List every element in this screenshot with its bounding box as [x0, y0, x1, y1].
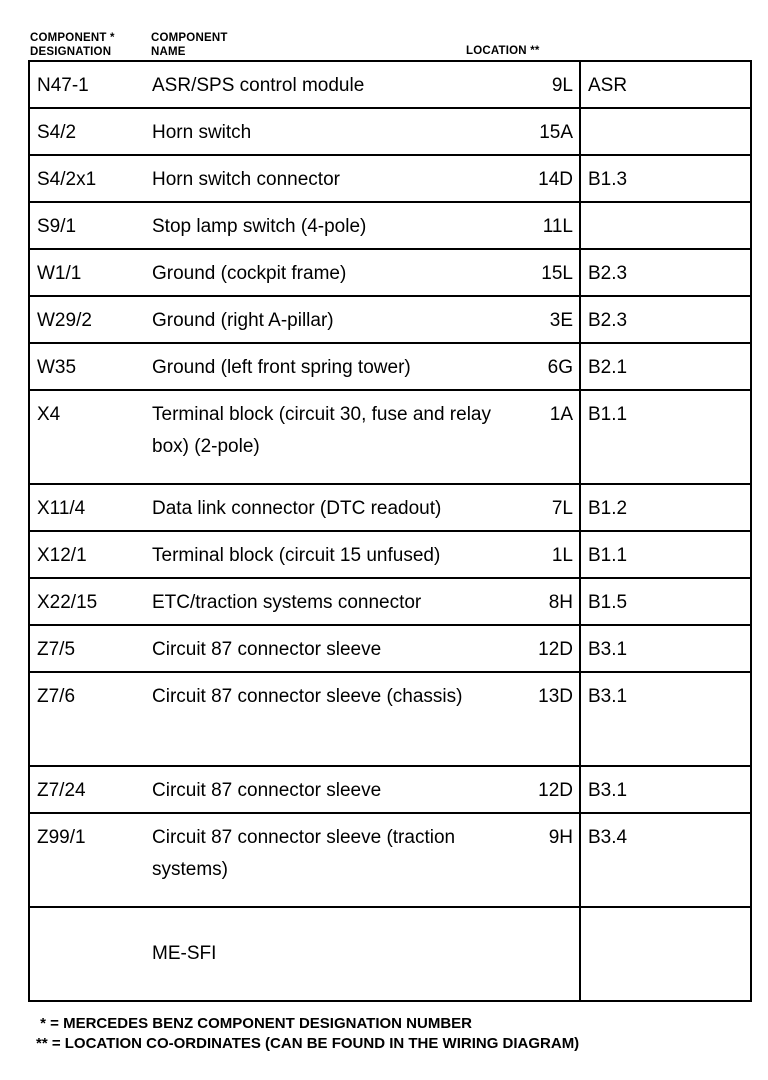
component-location: 14D [504, 155, 580, 202]
component-reference [580, 202, 751, 249]
component-location: 9L [504, 61, 580, 108]
component-location: 11L [504, 202, 580, 249]
component-designation: X11/4 [29, 484, 144, 531]
component-reference: B1.1 [580, 531, 751, 578]
component-name: Ground (right A-pillar) [144, 296, 504, 343]
component-location: 1A [504, 390, 580, 484]
component-reference: B1.3 [580, 155, 751, 202]
table-row [29, 766, 751, 813]
component-location: 7L [504, 484, 580, 531]
table-row [29, 907, 751, 1001]
table-row [29, 296, 751, 343]
component-location: 9H [504, 813, 580, 907]
component-name: ME-SFI [152, 943, 217, 964]
component-location [504, 907, 580, 1001]
table-row [29, 625, 751, 672]
footnote-location: ** = LOCATION CO-ORDINATES (CAN BE FOUND IN THE WIRING DIAGRAM) [36, 1035, 580, 1052]
component-location: 15A [504, 108, 580, 155]
table-row [29, 813, 751, 907]
table-row [29, 484, 751, 531]
component-reference: B2.1 [580, 343, 751, 390]
component-designation: S9/1 [29, 202, 144, 249]
component-name: Ground (cockpit frame) [144, 249, 504, 296]
component-designation: W29/2 [29, 296, 144, 343]
component-reference: B1.1 [580, 390, 751, 484]
table-row [29, 390, 751, 484]
name-column-header: COMPONENT NAME [151, 32, 228, 58]
component-name: Circuit 87 connector sleeve [144, 766, 504, 813]
component-designation: N47-1 [29, 61, 144, 108]
component-name: Ground (left front spring tower) [144, 343, 504, 390]
table-row [29, 61, 751, 108]
component-designation: Z7/24 [29, 766, 144, 813]
component-reference: B3.1 [580, 625, 751, 672]
component-designation: X12/1 [29, 531, 144, 578]
component-name: Terminal block (circuit 30, fuse and relay box) (2-pole) [144, 390, 504, 484]
table-row [29, 578, 751, 625]
component-reference: B3.4 [580, 813, 751, 907]
component-reference [580, 907, 751, 1001]
table-row [29, 249, 751, 296]
component-location: 6G [504, 343, 580, 390]
table-row [29, 531, 751, 578]
component-name: Horn switch connector [144, 155, 504, 202]
component-reference: B3.1 [580, 672, 751, 766]
component-designation: Z7/6 [29, 672, 144, 766]
component-name: Terminal block (circuit 15 unfused) [144, 531, 504, 578]
designation-column-header: COMPONENT * DESIGNATION [30, 32, 115, 58]
component-reference [580, 108, 751, 155]
component-reference: ASR [580, 61, 751, 108]
component-location: 1L [504, 531, 580, 578]
component-designation: X4 [29, 390, 144, 484]
component-reference: B3.1 [580, 766, 751, 813]
component-reference: B2.3 [580, 249, 751, 296]
table-row [29, 155, 751, 202]
component-designation: Z99/1 [29, 813, 144, 907]
component-designation: S4/2x1 [29, 155, 144, 202]
component-name: ASR/SPS control module [144, 61, 504, 108]
component-designation: W1/1 [29, 249, 144, 296]
table-row [29, 672, 751, 766]
component-name: Data link connector (DTC readout) [144, 484, 504, 531]
table-row [29, 202, 751, 249]
component-table [28, 60, 752, 1002]
component-designation: W35 [29, 343, 144, 390]
component-designation [29, 907, 144, 1001]
component-location: 15L [504, 249, 580, 296]
component-location: 12D [504, 766, 580, 813]
component-location: 3E [504, 296, 580, 343]
footnote-designation: * = MERCEDES BENZ COMPONENT DESIGNATION NUMBER [36, 1015, 473, 1032]
component-name: Circuit 87 connector sleeve (chassis) [144, 672, 504, 766]
component-reference: B1.2 [580, 484, 751, 531]
component-location: 13D [504, 672, 580, 766]
component-name: Stop lamp switch (4-pole) [144, 202, 504, 249]
component-location: 8H [504, 578, 580, 625]
table-row [29, 343, 751, 390]
component-name: Circuit 87 connector sleeve [144, 625, 504, 672]
component-designation: Z7/5 [29, 625, 144, 672]
component-designation: X22/15 [29, 578, 144, 625]
component-reference: B1.5 [580, 578, 751, 625]
component-reference: B2.3 [580, 296, 751, 343]
table-row [29, 108, 751, 155]
component-name: Circuit 87 connector sleeve (traction systems) [144, 813, 504, 907]
component-name: Horn switch [144, 108, 504, 155]
component-location: 12D [504, 625, 580, 672]
component-designation: S4/2 [29, 108, 144, 155]
component-name: ETC/traction systems connector [144, 578, 504, 625]
location-column-header: LOCATION ** [466, 45, 540, 57]
